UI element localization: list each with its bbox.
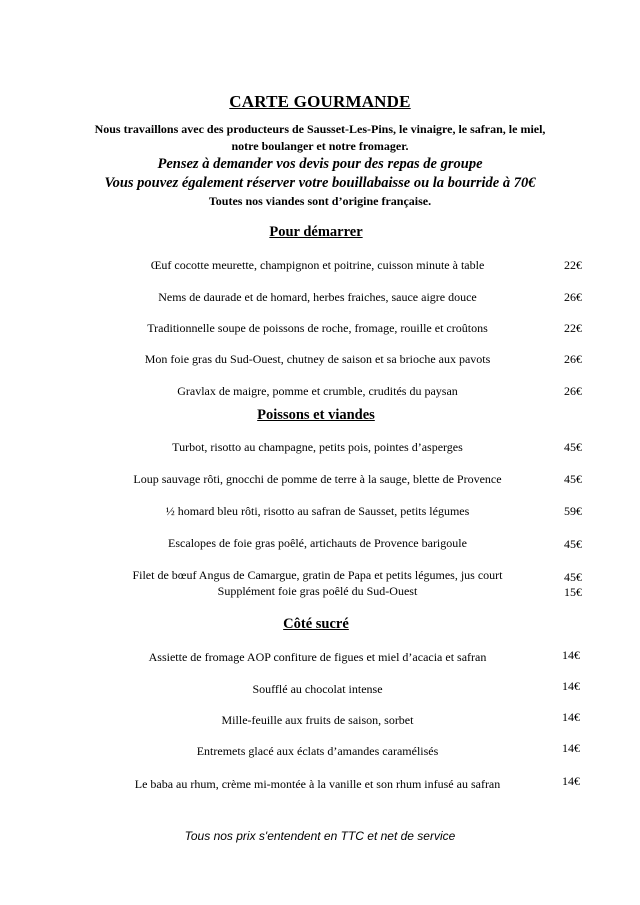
menu-item-price: 45€ <box>564 570 582 584</box>
menu-item-price: 14€ <box>562 648 580 662</box>
menu-item-price: 14€ <box>562 741 580 755</box>
menu-item-price: 45€ <box>564 472 582 486</box>
menu-item-name: Assiette de fromage AOP confiture de figues et miel d’acacia et safran <box>148 650 487 664</box>
bouillabaisse-note: Vous pouvez également réserver votre bouillabaisse ou la bourride à 70€ <box>104 175 536 191</box>
producers-intro: Nous travaillons avec des producteurs de Sausset-Les-Pins, le vinaigre, le safran, le miel, notre boulanger et notre fromager. <box>94 122 546 153</box>
group-quote-note: Pensez à demander vos devis pour des repas de groupe <box>157 156 483 172</box>
menu-item-name: Mon foie gras du Sud-Ouest, chutney de saison et sa brioche aux pavots <box>144 352 491 366</box>
menu-item-name: Traditionnelle soupe de poissons de roche, fromage, rouille et croûtons <box>147 321 488 335</box>
menu-item-name: Le baba au rhum, crème mi-montée à la vanille et son rhum infusé au safran <box>134 777 501 791</box>
menu-item-name: Nems de daurade et de homard, herbes fraiches, sauce aigre douce <box>158 290 477 304</box>
menu-item-name: Mille-feuille aux fruits de saison, sorbet <box>221 713 414 727</box>
menu-item-supplement: Supplément foie gras poêlé du Sud-Ouest <box>217 584 418 598</box>
menu-item-price: 26€ <box>564 384 582 398</box>
menu-item-price: 26€ <box>564 352 582 366</box>
menu-item-price: 59€ <box>564 504 582 518</box>
meat-origin-note: Toutes nos viandes sont d’origine française. <box>208 194 432 208</box>
menu-item-price: 22€ <box>564 321 582 335</box>
menu-item-price: 22€ <box>564 258 582 272</box>
menu-item-price: 26€ <box>564 290 582 304</box>
price-footnote: Tous nos prix s'entendent en TTC et net de service <box>184 829 456 843</box>
menu-item-name: Loup sauvage rôti, gnocchi de pomme de terre à la sauge, blette de Provence <box>133 472 502 486</box>
menu-item-name: Entremets glacé aux éclats d’amandes caramélisés <box>196 744 439 758</box>
menu-item-name: Soufflé au chocolat intense <box>252 682 383 696</box>
menu-item-price: 15€ <box>564 585 582 599</box>
menu-item-name: Œuf cocotte meurette, champignon et poitrine, cuisson minute à table <box>150 258 485 272</box>
menu-item-name: Filet de bœuf Angus de Camargue, gratin de Papa et petits légumes, jus court <box>132 568 503 582</box>
menu-item-name: ½ homard bleu rôti, risotto au safran de Sausset, petits légumes <box>165 504 470 518</box>
section-title-desserts: Côté sucré <box>283 616 349 632</box>
section-title-mains: Poissons et viandes <box>257 407 375 423</box>
section-title-starters: Pour démarrer <box>269 224 363 240</box>
menu-item-price: 45€ <box>564 537 582 551</box>
menu-item-price: 14€ <box>562 774 580 788</box>
menu-item-price: 45€ <box>564 440 582 454</box>
menu-item-name: Turbot, risotto au champagne, petits pois, pointes d’asperges <box>172 440 463 454</box>
menu-item-name: Escalopes de foie gras poêlé, artichauts de Provence barigoule <box>168 536 467 550</box>
menu-item-price: 14€ <box>562 679 580 693</box>
menu-item-name: Gravlax de maigre, pomme et crumble, crudités du paysan <box>177 384 458 398</box>
menu-item-price: 14€ <box>562 710 580 724</box>
menu-title: CARTE GOURMANDE <box>229 92 411 111</box>
